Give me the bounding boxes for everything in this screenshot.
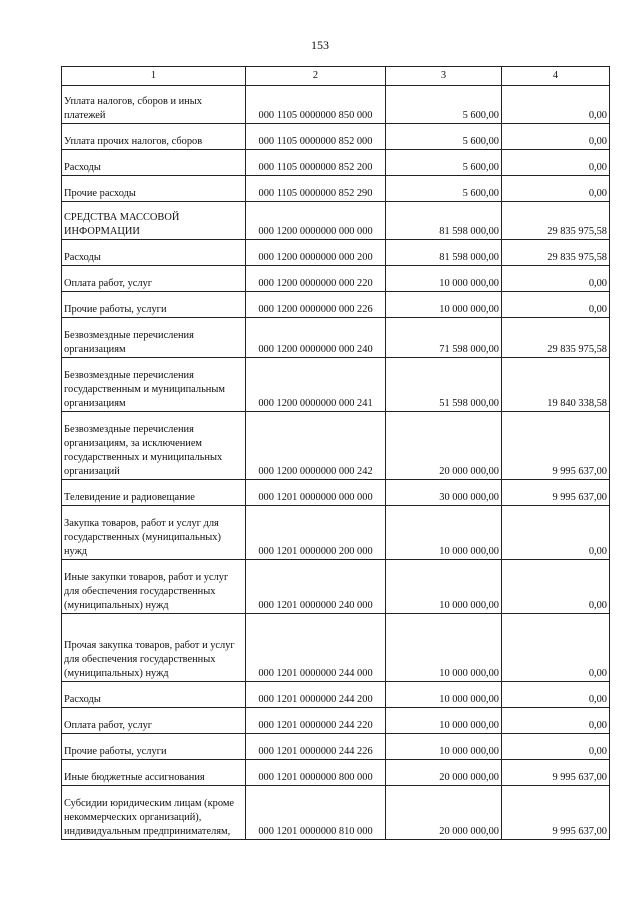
row-code: 000 1105 0000000 852 000 bbox=[246, 124, 386, 150]
row-name: Расходы bbox=[62, 682, 246, 708]
row-fact-amount: 0,00 bbox=[502, 614, 610, 682]
column-header-3: 3 bbox=[386, 67, 502, 86]
table-row bbox=[62, 358, 610, 412]
row-code: 000 1201 0000000 240 000 bbox=[246, 560, 386, 614]
row-name: Прочие расходы bbox=[62, 176, 246, 202]
table-header-row bbox=[62, 67, 610, 86]
row-code: 000 1200 0000000 000 240 bbox=[246, 318, 386, 358]
row-fact-amount: 9 995 637,00 bbox=[502, 412, 610, 480]
row-name: Безвозмездные перечисления государственным и муниципальным организациям bbox=[62, 358, 246, 412]
row-fact-amount: 0,00 bbox=[502, 124, 610, 150]
row-fact-amount: 0,00 bbox=[502, 506, 610, 560]
table-row bbox=[62, 560, 610, 614]
row-plan-amount: 5 600,00 bbox=[386, 124, 502, 150]
row-fact-amount: 0,00 bbox=[502, 266, 610, 292]
table-row bbox=[62, 506, 610, 560]
table-row bbox=[62, 708, 610, 734]
table-body bbox=[62, 86, 610, 840]
table-row bbox=[62, 734, 610, 760]
table-row bbox=[62, 480, 610, 506]
table-row bbox=[62, 412, 610, 480]
budget-table bbox=[61, 66, 610, 840]
row-code: 000 1201 0000000 244 200 bbox=[246, 682, 386, 708]
table-row bbox=[62, 292, 610, 318]
row-code: 000 1200 0000000 000 226 bbox=[246, 292, 386, 318]
row-code: 000 1105 0000000 852 290 bbox=[246, 176, 386, 202]
row-code: 000 1201 0000000 810 000 bbox=[246, 786, 386, 840]
row-name: Прочая закупка товаров, работ и услуг для обеспечения государственных (муниципальных) нужд bbox=[62, 614, 246, 682]
row-plan-amount: 10 000 000,00 bbox=[386, 682, 502, 708]
row-name: Иные бюджетные ассигнования bbox=[62, 760, 246, 786]
row-plan-amount: 10 000 000,00 bbox=[386, 734, 502, 760]
row-code: 000 1201 0000000 244 226 bbox=[246, 734, 386, 760]
row-plan-amount: 81 598 000,00 bbox=[386, 240, 502, 266]
row-plan-amount: 10 000 000,00 bbox=[386, 292, 502, 318]
row-code: 000 1201 0000000 000 000 bbox=[246, 480, 386, 506]
row-fact-amount: 29 835 975,58 bbox=[502, 240, 610, 266]
row-code: 000 1105 0000000 850 000 bbox=[246, 86, 386, 124]
table-row bbox=[62, 240, 610, 266]
row-plan-amount: 10 000 000,00 bbox=[386, 560, 502, 614]
column-header-4: 4 bbox=[502, 67, 610, 86]
row-plan-amount: 10 000 000,00 bbox=[386, 266, 502, 292]
row-plan-amount: 10 000 000,00 bbox=[386, 506, 502, 560]
table-row bbox=[62, 150, 610, 176]
row-name: Телевидение и радиовещание bbox=[62, 480, 246, 506]
row-fact-amount: 0,00 bbox=[502, 560, 610, 614]
page-number: 153 bbox=[311, 38, 329, 52]
row-plan-amount: 81 598 000,00 bbox=[386, 202, 502, 240]
row-name: Прочие работы, услуги bbox=[62, 734, 246, 760]
row-name: Иные закупки товаров, работ и услуг для обеспечения государственных (муниципальных) нужд bbox=[62, 560, 246, 614]
row-plan-amount: 20 000 000,00 bbox=[386, 786, 502, 840]
row-code: 000 1201 0000000 200 000 bbox=[246, 506, 386, 560]
row-name: Оплата работ, услуг bbox=[62, 266, 246, 292]
row-code: 000 1200 0000000 000 220 bbox=[246, 266, 386, 292]
row-name: Субсидии юридическим лицам (кроме некоммерческих организаций), индивидуальным предпринимателям, bbox=[62, 786, 246, 840]
row-plan-amount: 10 000 000,00 bbox=[386, 614, 502, 682]
row-name: СРЕДСТВА МАССОВОЙ ИНФОРМАЦИИ bbox=[62, 202, 246, 240]
row-code: 000 1201 0000000 244 000 bbox=[246, 614, 386, 682]
row-code: 000 1105 0000000 852 200 bbox=[246, 150, 386, 176]
row-fact-amount: 0,00 bbox=[502, 708, 610, 734]
table-row bbox=[62, 682, 610, 708]
row-code: 000 1201 0000000 244 220 bbox=[246, 708, 386, 734]
row-fact-amount: 9 995 637,00 bbox=[502, 480, 610, 506]
row-fact-amount: 0,00 bbox=[502, 292, 610, 318]
column-header-2: 2 bbox=[246, 67, 386, 86]
row-fact-amount: 0,00 bbox=[502, 176, 610, 202]
row-name: Расходы bbox=[62, 150, 246, 176]
row-plan-amount: 30 000 000,00 bbox=[386, 480, 502, 506]
row-code: 000 1200 0000000 000 241 bbox=[246, 358, 386, 412]
row-plan-amount: 71 598 000,00 bbox=[386, 318, 502, 358]
row-plan-amount: 10 000 000,00 bbox=[386, 708, 502, 734]
row-fact-amount: 9 995 637,00 bbox=[502, 786, 610, 840]
row-plan-amount: 20 000 000,00 bbox=[386, 412, 502, 480]
row-fact-amount: 0,00 bbox=[502, 150, 610, 176]
row-code: 000 1201 0000000 800 000 bbox=[246, 760, 386, 786]
row-name: Безвозмездные перечисления организациям bbox=[62, 318, 246, 358]
row-plan-amount: 5 600,00 bbox=[386, 176, 502, 202]
row-code: 000 1200 0000000 000 242 bbox=[246, 412, 386, 480]
row-fact-amount: 29 835 975,58 bbox=[502, 202, 610, 240]
row-name: Уплата прочих налогов, сборов bbox=[62, 124, 246, 150]
row-plan-amount: 20 000 000,00 bbox=[386, 760, 502, 786]
table-row bbox=[62, 760, 610, 786]
row-fact-amount: 29 835 975,58 bbox=[502, 318, 610, 358]
table-row bbox=[62, 318, 610, 358]
row-name: Уплата налогов, сборов и иных платежей bbox=[62, 86, 246, 124]
row-name: Оплата работ, услуг bbox=[62, 708, 246, 734]
row-fact-amount: 19 840 338,58 bbox=[502, 358, 610, 412]
table-row bbox=[62, 202, 610, 240]
row-fact-amount: 0,00 bbox=[502, 734, 610, 760]
table-row bbox=[62, 786, 610, 840]
row-fact-amount: 9 995 637,00 bbox=[502, 760, 610, 786]
row-plan-amount: 5 600,00 bbox=[386, 150, 502, 176]
row-name: Расходы bbox=[62, 240, 246, 266]
row-name: Прочие работы, услуги bbox=[62, 292, 246, 318]
column-header-1: 1 bbox=[62, 67, 246, 86]
table-row bbox=[62, 86, 610, 124]
row-name: Закупка товаров, работ и услуг для государственных (муниципальных) нужд bbox=[62, 506, 246, 560]
row-plan-amount: 51 598 000,00 bbox=[386, 358, 502, 412]
row-plan-amount: 5 600,00 bbox=[386, 86, 502, 124]
row-name: Безвозмездные перечисления организациям, за исключением государственных и муниципальных организаций bbox=[62, 412, 246, 480]
table-row bbox=[62, 614, 610, 682]
row-fact-amount: 0,00 bbox=[502, 682, 610, 708]
table-row bbox=[62, 124, 610, 150]
row-code: 000 1200 0000000 000 000 bbox=[246, 202, 386, 240]
table-row bbox=[62, 176, 610, 202]
table-row bbox=[62, 266, 610, 292]
row-fact-amount: 0,00 bbox=[502, 86, 610, 124]
row-code: 000 1200 0000000 000 200 bbox=[246, 240, 386, 266]
